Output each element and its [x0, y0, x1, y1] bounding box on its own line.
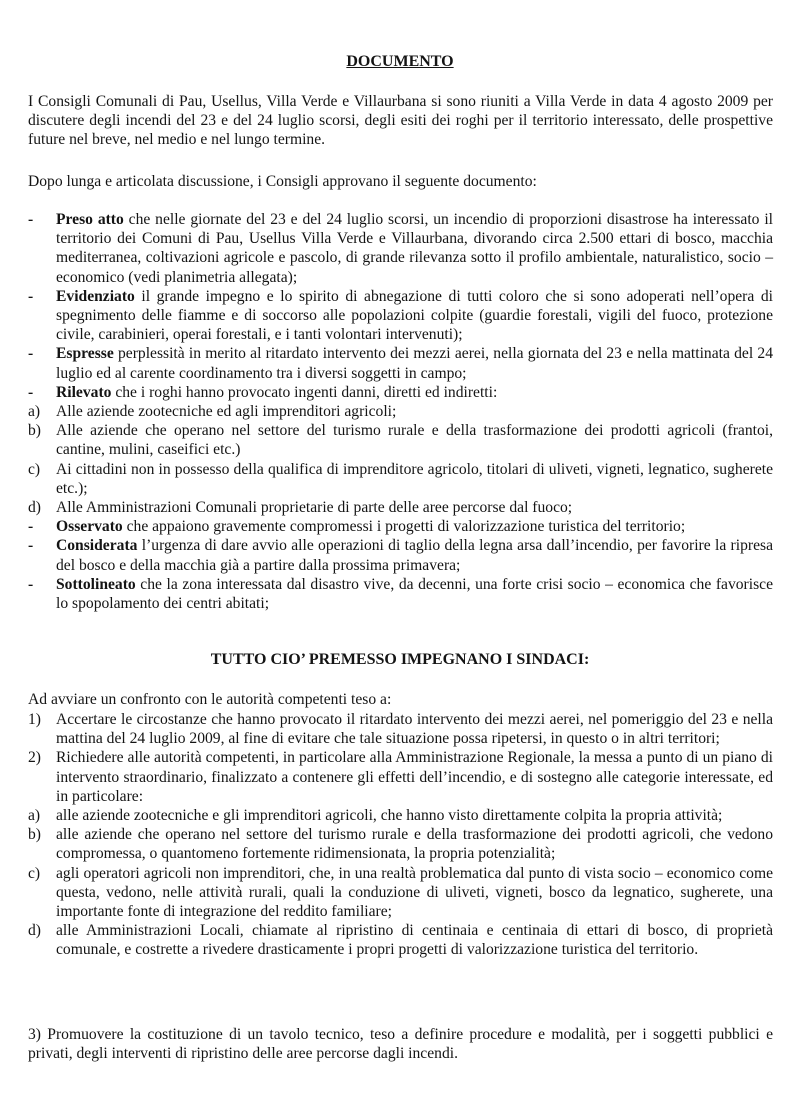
intro-paragraph: I Consigli Comunali di Pau, Usellus, Villa Verde e Villaurbana si sono riuniti a Villa Verde in data 4 agosto 2009 per discutere degli incendi del 23 e del 24 luglio scorsi, degli esiti dei roghi per il territorio interessato, delle prospettive future nel breve, nel medio e nel lungo termine.: [28, 93, 773, 149]
item-text: alle aziende che operano nel settore del turismo rurale e della trasformazione dei prodotti agricoli, che vedono compromessa, o quantomeno fortemente ridimensionata, la propria potenzialità;: [56, 826, 773, 863]
list-item: [28, 287, 773, 345]
list-marker: -: [28, 537, 34, 555]
item-text: che nelle giornate del 23 e del 24 luglio scorsi, un incendio di proporzioni disastrose ha interessato il territorio dei Comuni di Pau, Usellus Villa Verde e Villaurbana, divorando circa 2.500 ettari di bosco, macchia mediterranea, coltivazioni agricole e pascolo, di grande rilevanza sotto il profilo ambientale, naturalistico, socio – economico (vedi planimetria allegata);: [56, 211, 773, 286]
item-lead: Sottolineato: [56, 575, 136, 593]
item-text: Ai cittadini non in possesso della qualifica di imprenditore agricolo, titolari di uliveti, vigneti, legnatico, sugherete etc.);: [56, 460, 773, 497]
item-text: agli operatori agricoli non imprenditori, che, in una realtà problematica dal punto di vista socio – economico come questa, vedono, nelle attività rurali, quali la conduzione di uliveti, vigneti, bosco da legnatico, sugherete, una importante fonte di integrazione del reddito familiare;: [56, 864, 773, 921]
item-lead: Osservato: [56, 518, 123, 536]
list-marker: d): [28, 922, 41, 940]
item-text: Alle aziende che operano nel settore del turismo rurale e della trasformazione dei prodotti agricoli (frantoi, cantine, mulini, caseifici etc.): [56, 422, 773, 459]
list-item: [28, 498, 773, 517]
item-lead: Evidenziato: [56, 287, 135, 305]
item-text: il grande impegno e lo spirito di abnegazione di tutti coloro che si sono adoperati nell’opera di spegnimento delle fiamme e di soccorso alle popolazioni colpite (guardie forestali, vigili del fuoco, protezione civile, carabinieri, operai forestali, e i tanti volontari intervenuti);: [56, 287, 773, 344]
list-marker: -: [28, 345, 34, 363]
item-text: Accertare le circostanze che hanno provocato il ritardato intervento dei mezzi aerei, nel pomeriggio del 23 e nella mattina del 24 luglio 2009, al fine di evitare che tale situazione possa ripetersi, in questo o in altri territori;: [56, 711, 773, 748]
list-item: [28, 575, 773, 613]
list-item: [28, 825, 773, 863]
list-marker: -: [28, 211, 34, 228]
final-paragraph: 3) Promuovere la costituzione di un tavolo tecnico, teso a definire procedure e modalità, per i soggetti pubblici e privati, degli interventi di ripristino delle aree percorse dagli incendi.: [28, 1026, 773, 1063]
item-lead: Rilevato: [56, 383, 112, 401]
list-item: [28, 748, 773, 806]
list-marker: a): [28, 807, 41, 825]
item-text: Richiedere alle autorità competenti, in particolare alla Amministrazione Regionale, la messa a punto di un piano di intervento straordinario, finalizzato a contenere gli effetti dell’incendio, e di sostegno alle categorie interessate, ed in particolare:: [56, 749, 773, 805]
list-marker: -: [28, 575, 34, 593]
list-item: [28, 344, 773, 382]
list-item: [28, 921, 773, 959]
list-item: [28, 402, 773, 421]
item-text: l’urgenza di dare avvio alle operazioni di taglio della legna arsa dall’incendio, per favorire la ripresa del bosco e della macchia già a partire dalla prossima primavera;: [56, 537, 773, 574]
item-lead: Espresse: [56, 345, 114, 363]
list-marker: 1): [28, 711, 41, 728]
list-item: [28, 806, 773, 825]
list-marker: -: [28, 287, 34, 305]
document-title: DOCUMENTO: [346, 53, 454, 70]
confronto-paragraph: Ad avviare un confronto con le autorità competenti teso a:: [28, 691, 392, 708]
item-lead: Preso atto: [56, 211, 124, 228]
item-text: Alle aziende zootecniche ed agli imprenditori agricoli;: [56, 403, 397, 421]
list-item: [28, 864, 773, 922]
list-item: [28, 421, 773, 459]
item-text: perplessità in merito al ritardato intervento dei mezzi aerei, nella giornata del 23 e nella mattinata del 24 luglio ed al carente coordinamento tra i diversi soggetti in campo;: [56, 345, 773, 382]
list-item: [28, 210, 773, 287]
item-lead: Considerata: [56, 537, 138, 555]
item-text: alle aziende zootecniche e gli imprenditori agricoli, che hanno visto direttamente colpita la propria attività;: [56, 807, 723, 825]
list-item: [28, 517, 773, 536]
list-item: [28, 383, 773, 402]
list-marker: c): [28, 864, 41, 882]
list-marker: d): [28, 499, 41, 517]
item-text: Alle Amministrazioni Comunali proprietarie di parte delle aree percorse dal fuoco;: [56, 499, 573, 517]
approval-paragraph: Dopo lunga e articolata discussione, i Consigli approvano il seguente documento:: [28, 173, 537, 190]
list-item: [28, 536, 773, 574]
list-marker: c): [28, 460, 41, 478]
list-item: [28, 460, 773, 498]
commitments-heading: TUTTO CIO’ PREMESSO IMPEGNANO I SINDACI:: [210, 651, 590, 668]
list-marker: b): [28, 422, 41, 440]
item-text: che i roghi hanno provocato ingenti danni, diretti ed indiretti:: [111, 383, 498, 401]
list-marker: a): [28, 403, 41, 421]
premises-list: [28, 210, 773, 613]
commitments-list: [28, 710, 773, 960]
item-text: che appaiono gravemente compromessi i progetti di valorizzazione turistica del territorio;: [122, 518, 686, 536]
list-marker: b): [28, 826, 41, 844]
item-text: alle Amministrazioni Locali, chiamate al ripristino di centinaia e centinaia di ettari di bosco, di proprietà comunale, e costrette a rivedere drasticamente i propri progetti di valorizzazione turistica del territorio.: [56, 922, 773, 959]
list-item: [28, 710, 773, 748]
item-text: che la zona interessata dal disastro vive, da decenni, una forte crisi socio – economica che favorisce lo spopolamento dei centri abitati;: [56, 575, 773, 613]
list-marker: -: [28, 518, 34, 536]
list-marker: 2): [28, 749, 41, 767]
list-marker: -: [28, 383, 34, 401]
